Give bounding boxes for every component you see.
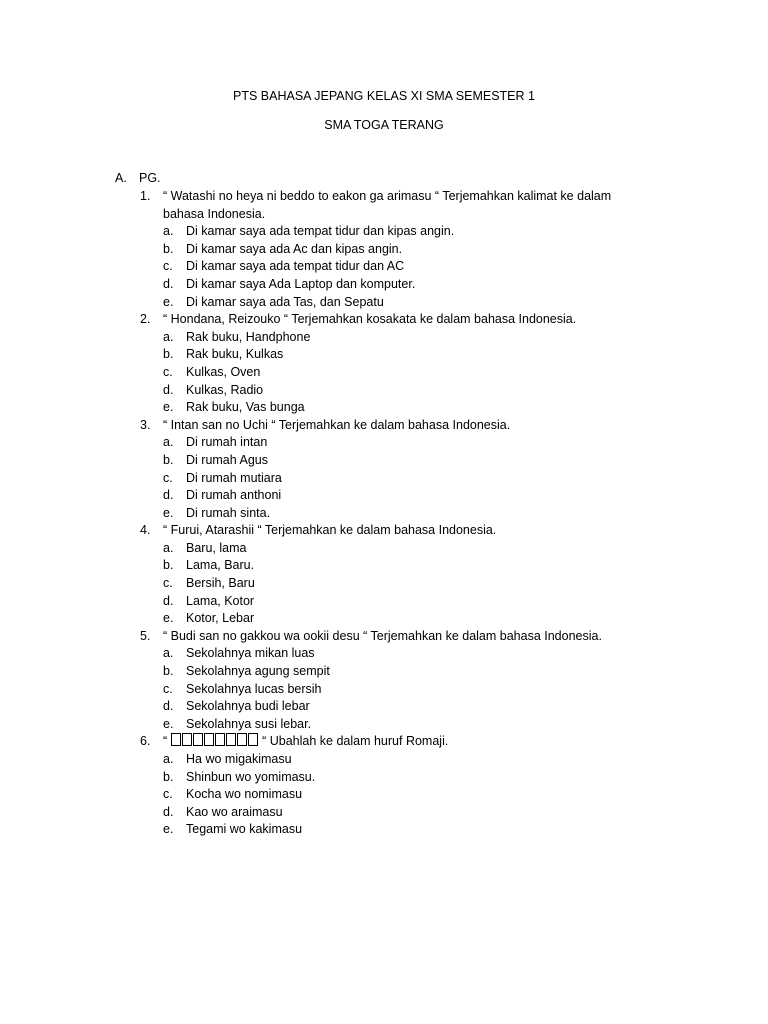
option-letter: b.: [163, 347, 174, 362]
option-item: [163, 698, 640, 716]
option-item: [163, 505, 640, 523]
option-letter: a.: [163, 540, 174, 555]
missing-glyph-box: [204, 733, 214, 746]
option-letter: c.: [163, 470, 173, 485]
question-number: 3.: [140, 417, 151, 432]
question-list: [140, 188, 640, 839]
option-text: Rak buku, Kulkas: [186, 347, 284, 362]
missing-glyph-box: [237, 733, 247, 746]
section-letter: A.: [115, 171, 127, 185]
option-item: [163, 382, 640, 400]
option-item: [163, 434, 640, 452]
option-letter: d.: [163, 488, 174, 503]
school-name: SMA TOGA TERANG: [324, 118, 444, 132]
option-letter: a.: [163, 224, 174, 239]
question-number: 5.: [140, 628, 151, 643]
question-row: [140, 522, 640, 540]
option-item: [163, 575, 640, 593]
option-text: Di rumah intan: [186, 435, 268, 450]
question-row: [140, 311, 640, 329]
option-text: Rak buku, Handphone: [186, 329, 311, 344]
option-text: Shinbun wo yomimasu.: [186, 769, 316, 784]
option-item: [163, 786, 640, 804]
option-item: [163, 716, 640, 734]
option-item: [163, 663, 640, 681]
option-text: Rak buku, Vas bunga: [186, 400, 305, 415]
missing-glyph-box: [215, 733, 225, 746]
option-letter: c.: [163, 259, 173, 274]
question-row: [140, 188, 640, 223]
option-item: [163, 751, 640, 769]
question-text: “ Watashi no heya ni beddo to eakon ga arimasu “ Terjemahkan kalimat ke dalam bahasa Indonesia.: [163, 189, 612, 221]
question-number: 2.: [140, 312, 151, 327]
option-letter: e.: [163, 294, 174, 309]
option-list: [163, 540, 640, 628]
option-item: [163, 364, 640, 382]
option-item: [163, 346, 640, 364]
missing-glyph-box: [226, 733, 236, 746]
option-letter: d.: [163, 699, 174, 714]
option-text: Di kamar saya ada tempat tidur dan kipas angin.: [186, 224, 455, 239]
option-item: [163, 329, 640, 347]
option-item: [163, 470, 640, 488]
option-text: Tegami wo kakimasu: [186, 822, 303, 837]
option-text: Bersih, Baru: [186, 576, 255, 591]
option-text: Di kamar saya ada Ac dan kipas angin.: [186, 241, 403, 256]
question-item: [140, 311, 640, 417]
option-letter: a.: [163, 752, 174, 766]
option-item: [163, 645, 640, 663]
missing-glyph-box: [182, 733, 192, 746]
missing-glyph-box: [193, 733, 203, 746]
option-letter: a.: [163, 646, 174, 661]
document-title: PTS BAHASA JEPANG KELAS XI SMA SEMESTER 1: [233, 89, 535, 103]
option-text: Kocha wo nomimasu: [186, 787, 303, 802]
question-item: [140, 733, 640, 839]
option-text: Sekolahnya agung sempit: [186, 664, 330, 679]
option-item: [163, 223, 640, 241]
option-letter: e.: [163, 611, 174, 626]
question-item: [140, 628, 640, 734]
option-text: Sekolahnya lucas bersih: [186, 681, 322, 696]
option-text: Kotor, Lebar: [186, 611, 255, 626]
question-item: [140, 522, 640, 628]
option-text: Di kamar saya ada tempat tidur dan AC: [186, 259, 405, 274]
question-item: [140, 417, 640, 523]
option-item: [163, 557, 640, 575]
option-item: [163, 540, 640, 558]
option-letter: a.: [163, 435, 174, 450]
option-item: [163, 593, 640, 611]
question-text: “ “ Ubahlah ke dalam huruf Romaji.: [163, 734, 449, 749]
question-row: [140, 733, 640, 751]
option-letter: d.: [163, 804, 174, 819]
option-letter: c.: [163, 364, 173, 379]
option-letter: e.: [163, 505, 174, 520]
option-text: Kulkas, Oven: [186, 364, 261, 379]
option-text: Sekolahnya susi lebar.: [186, 716, 312, 731]
question-number: 4.: [140, 523, 151, 538]
missing-glyph-box: [248, 733, 258, 746]
section-heading: [115, 170, 161, 188]
question-text: “ Hondana, Reizouko “ Terjemahkan kosakata ke dalam bahasa Indonesia.: [163, 312, 577, 327]
question-item: [140, 188, 640, 311]
option-text: Sekolahnya budi lebar: [186, 699, 310, 714]
option-item: [163, 681, 640, 699]
option-letter: e.: [163, 716, 174, 731]
option-letter: c.: [163, 576, 173, 591]
option-text: Di kamar saya Ada Laptop dan komputer.: [186, 276, 416, 291]
option-list: [163, 434, 640, 522]
option-item: [163, 452, 640, 470]
option-letter: d.: [163, 382, 174, 397]
option-text: Di rumah anthoni: [186, 488, 282, 503]
option-text: Kao wo araimasu: [186, 804, 283, 819]
option-item: [163, 276, 640, 294]
option-text: Sekolahnya mikan luas: [186, 646, 315, 661]
question-text: “ Furui, Atarashii “ Terjemahkan ke dalam bahasa Indonesia.: [163, 523, 497, 538]
option-text: Di rumah mutiara: [186, 470, 282, 485]
section-label: PG.: [139, 171, 161, 185]
option-letter: e.: [163, 400, 174, 415]
option-item: [163, 258, 640, 276]
option-letter: b.: [163, 452, 174, 467]
option-letter: c.: [163, 681, 173, 696]
option-letter: b.: [163, 558, 174, 573]
option-letter: b.: [163, 769, 174, 784]
option-item: [163, 241, 640, 259]
question-row: [140, 628, 640, 646]
option-text: Di rumah sinta.: [186, 505, 271, 520]
option-text: Baru, lama: [186, 540, 247, 555]
option-item: [163, 294, 640, 312]
option-text: Lama, Kotor: [186, 593, 255, 608]
option-text: Lama, Baru.: [186, 558, 255, 573]
option-letter: e.: [163, 822, 174, 837]
option-item: [163, 610, 640, 628]
option-letter: d.: [163, 593, 174, 608]
option-text: Ha wo migakimasu: [186, 752, 292, 766]
option-item: [163, 399, 640, 417]
option-letter: a.: [163, 329, 174, 344]
missing-glyph-box: [171, 733, 181, 746]
option-text: Di rumah Agus: [186, 452, 268, 467]
question-text: “ Intan san no Uchi “ Terjemahkan ke dalam bahasa Indonesia.: [163, 417, 511, 432]
option-list: [163, 645, 640, 733]
option-item: [163, 769, 640, 787]
option-letter: d.: [163, 276, 174, 291]
question-row: [140, 417, 640, 435]
option-item: [163, 804, 640, 822]
question-number: 1.: [140, 189, 151, 203]
option-item: [163, 821, 640, 839]
option-text: Di kamar saya ada Tas, dan Sepatu: [186, 294, 384, 309]
option-item: [163, 487, 640, 505]
question-text: “ Budi san no gakkou wa ookii desu “ Terjemahkan ke dalam bahasa Indonesia.: [163, 628, 602, 643]
option-list: [163, 751, 640, 839]
option-text: Kulkas, Radio: [186, 382, 264, 397]
option-letter: b.: [163, 664, 174, 679]
option-list: [163, 223, 640, 311]
option-letter: c.: [163, 787, 173, 802]
option-letter: b.: [163, 241, 174, 256]
option-list: [163, 329, 640, 417]
question-number: 6.: [140, 734, 151, 749]
